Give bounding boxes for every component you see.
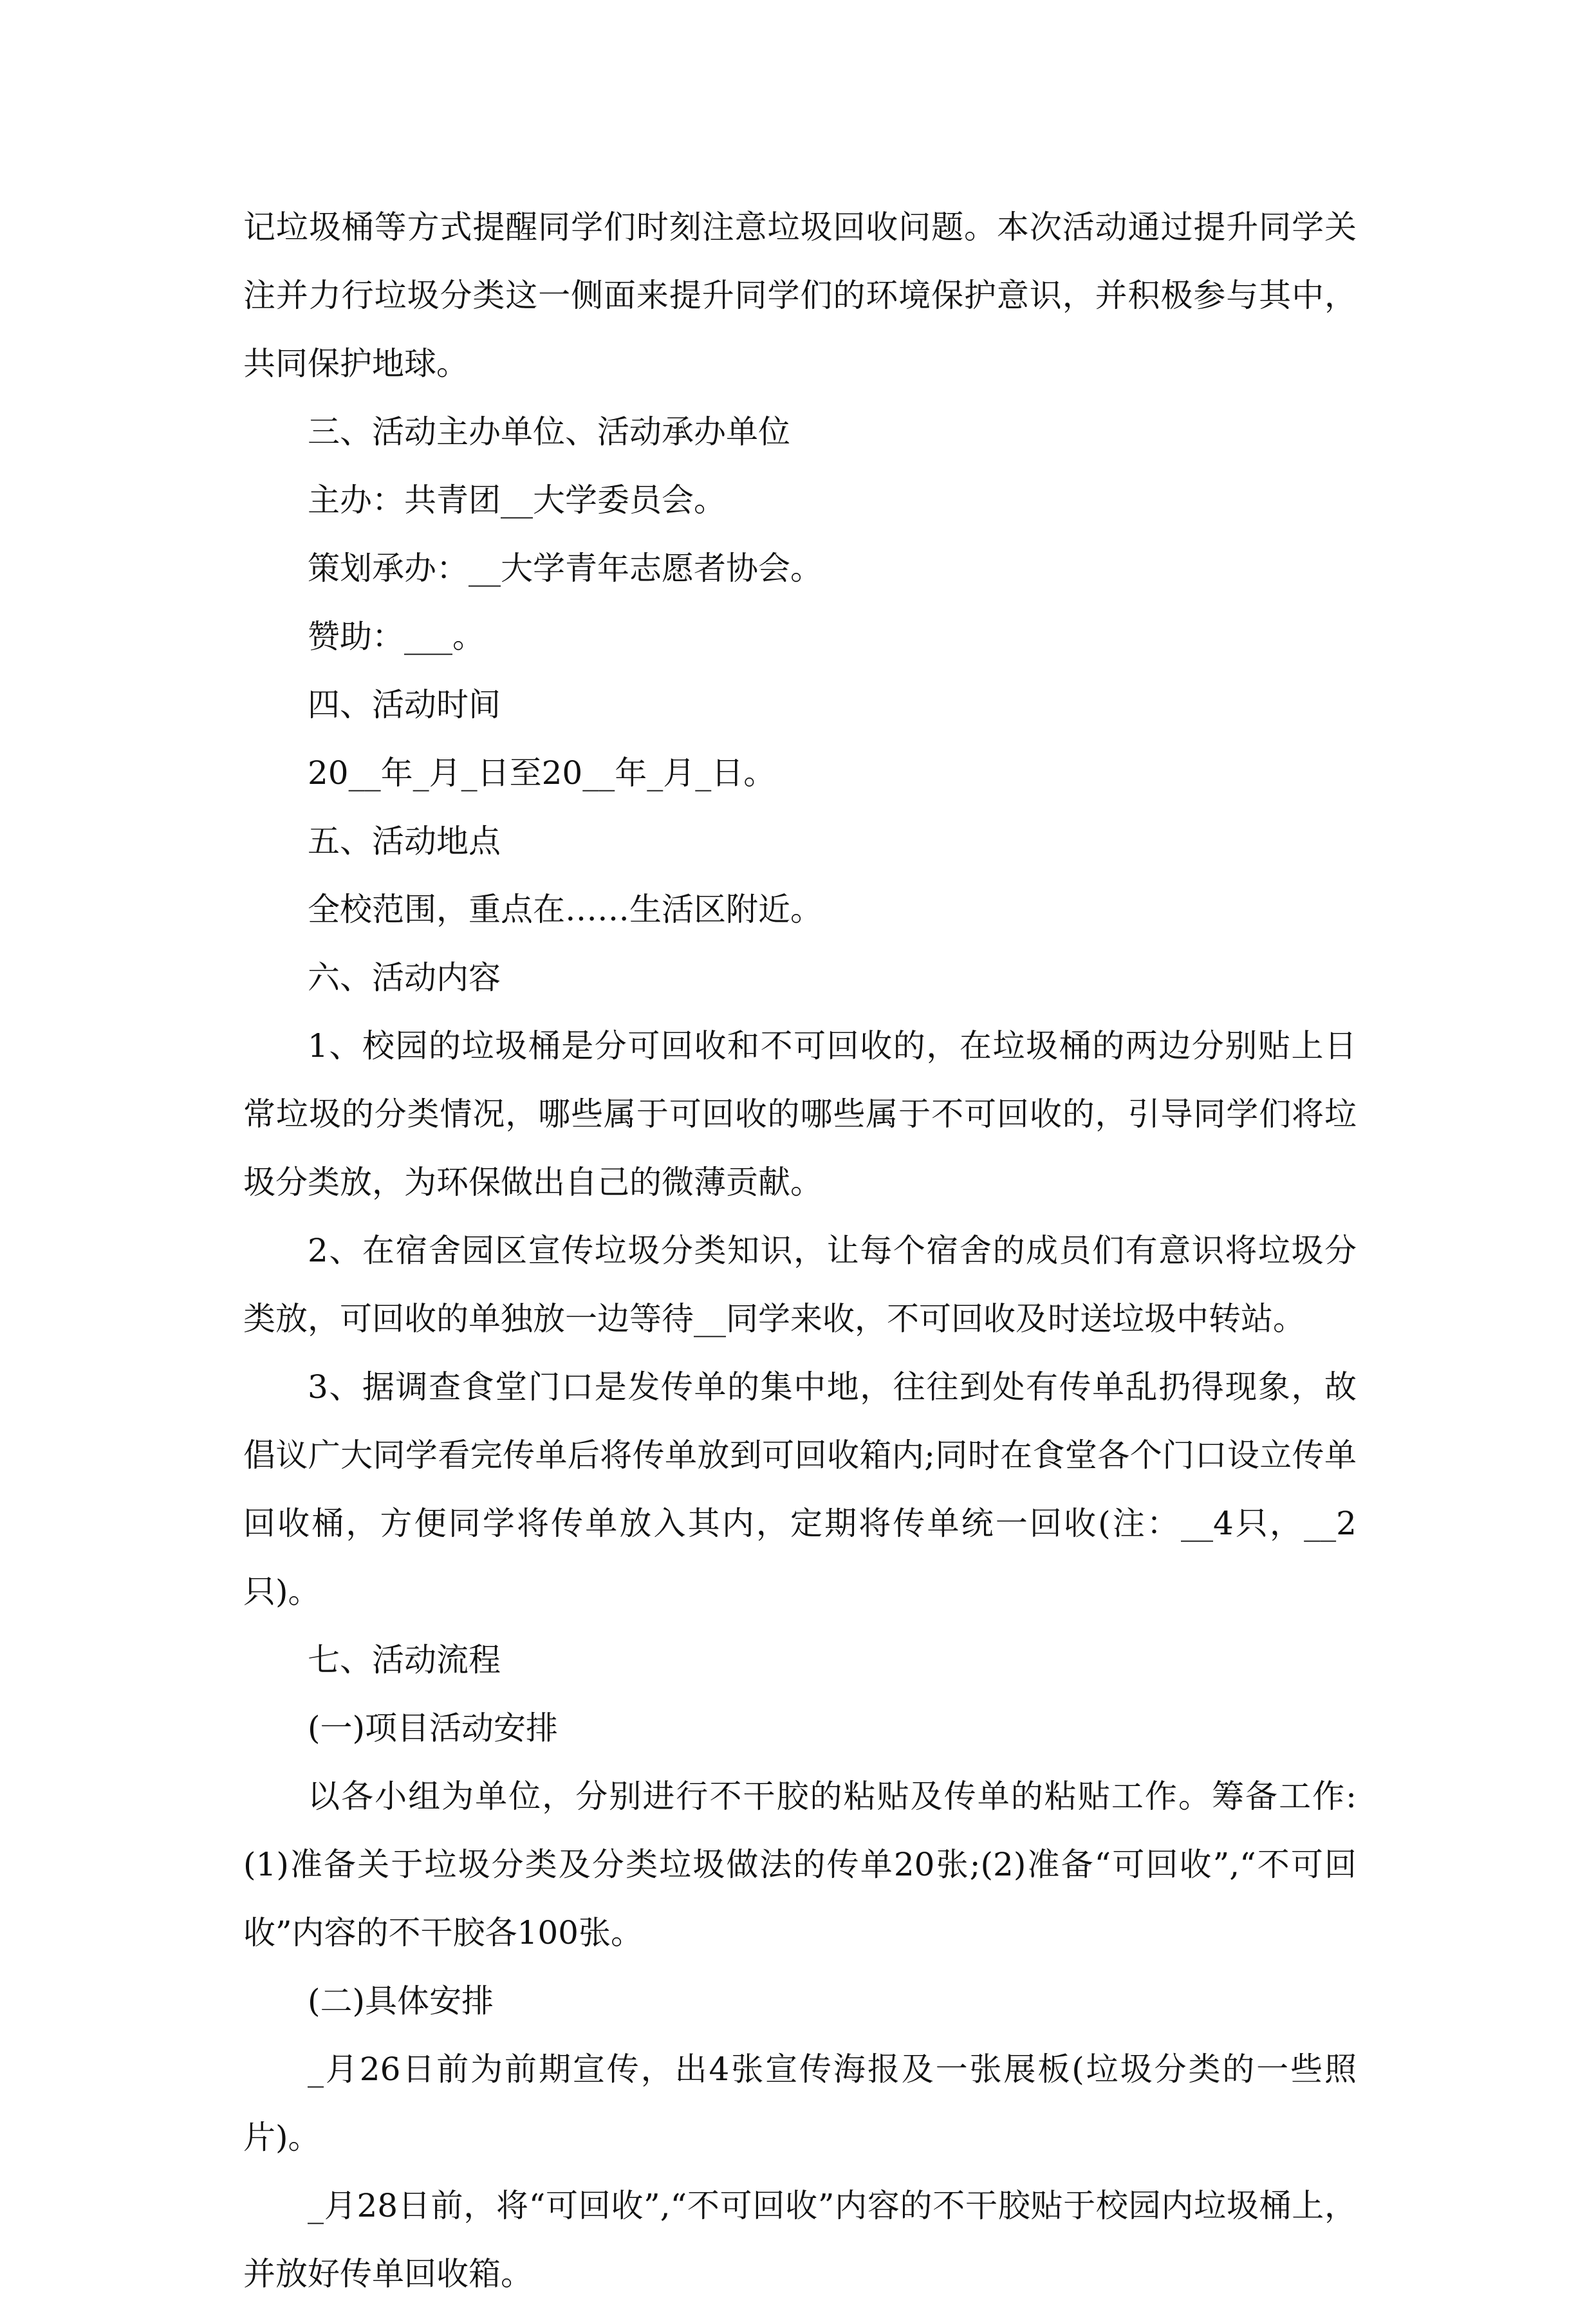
paragraph-content-item-3: 3、据调查食堂门口是发传单的集中地，往往到处有传单乱扔得现象，故倡议广大同学看完传单后将传单放到可回收箱内;同时在食堂各个门口设立传单回收桶，方便同学将传单放入其内，定期将传单统一回收(注：__4只，__2只)。 bbox=[243, 1368, 1357, 1610]
subheading-project-arrangement: (一)项目活动安排 bbox=[308, 1709, 559, 1747]
paragraph-preparation: 以各小组为单位，分别进行不干胶的粘贴及传单的粘贴工作。筹备工作:(1)准备关于垃圾分类及分类垃圾做法的传单20张;(2)准备“可回收”,“不可回收”内容的不干胶各100张。 bbox=[243, 1778, 1357, 1951]
paragraph-intro-continued: 记垃圾桶等方式提醒同学们时刻注意垃圾回收问题。本次活动通过提升同学关注并力行垃圾分类这一侧面来提升同学们的环境保护意识，并积极参与其中，共同保护地球。 bbox=[243, 209, 1357, 382]
subheading-specific-arrangement: (二)具体安排 bbox=[308, 1982, 494, 2020]
heading-activity-content: 六、活动内容 bbox=[308, 959, 501, 996]
paragraph-location: 全校范围，重点在……生活区附近。 bbox=[308, 891, 822, 928]
paragraph-organizer: 策划承办：__大学青年志愿者协会。 bbox=[308, 550, 822, 587]
paragraph-sponsor: 赞助：___。 bbox=[308, 618, 485, 655]
heading-activity-time: 四、活动时间 bbox=[308, 686, 501, 723]
heading-activity-process: 七、活动流程 bbox=[308, 1641, 501, 1679]
paragraph-schedule-28: _月28日前，将“可回收”,“不可回收”内容的不干胶贴于校园内垃圾桶上，并放好传单回收箱。 bbox=[243, 2187, 1357, 2293]
paragraph-date-range: 20__年_月_日至20__年_月_日。 bbox=[308, 754, 776, 792]
heading-activity-location: 五、活动地点 bbox=[308, 823, 501, 860]
heading-organizers: 三、活动主办单位、活动承办单位 bbox=[308, 413, 790, 451]
paragraph-schedule-26: _月26日前为前期宣传，出4张宣传海报及一张展板(垃圾分类的一些照片)。 bbox=[243, 2051, 1357, 2156]
paragraph-host: 主办：共青团__大学委员会。 bbox=[308, 481, 726, 519]
paragraph-content-item-2: 2、在宿舍园区宣传垃圾分类知识，让每个宿舍的成员们有意识将垃圾分类放，可回收的单独放一边等待__同学来收，不可回收及时送垃圾中转站。 bbox=[243, 1232, 1357, 1337]
paragraph-content-item-1: 1、校园的垃圾桶是分可回收和不可回收的，在垃圾桶的两边分别贴上日常垃圾的分类情况，哪些属于可回收的哪些属于不可回收的，引导同学们将垃圾分类放，为环保做出自己的微薄贡献。 bbox=[243, 1027, 1357, 1201]
document-page bbox=[243, 193, 1357, 2308]
